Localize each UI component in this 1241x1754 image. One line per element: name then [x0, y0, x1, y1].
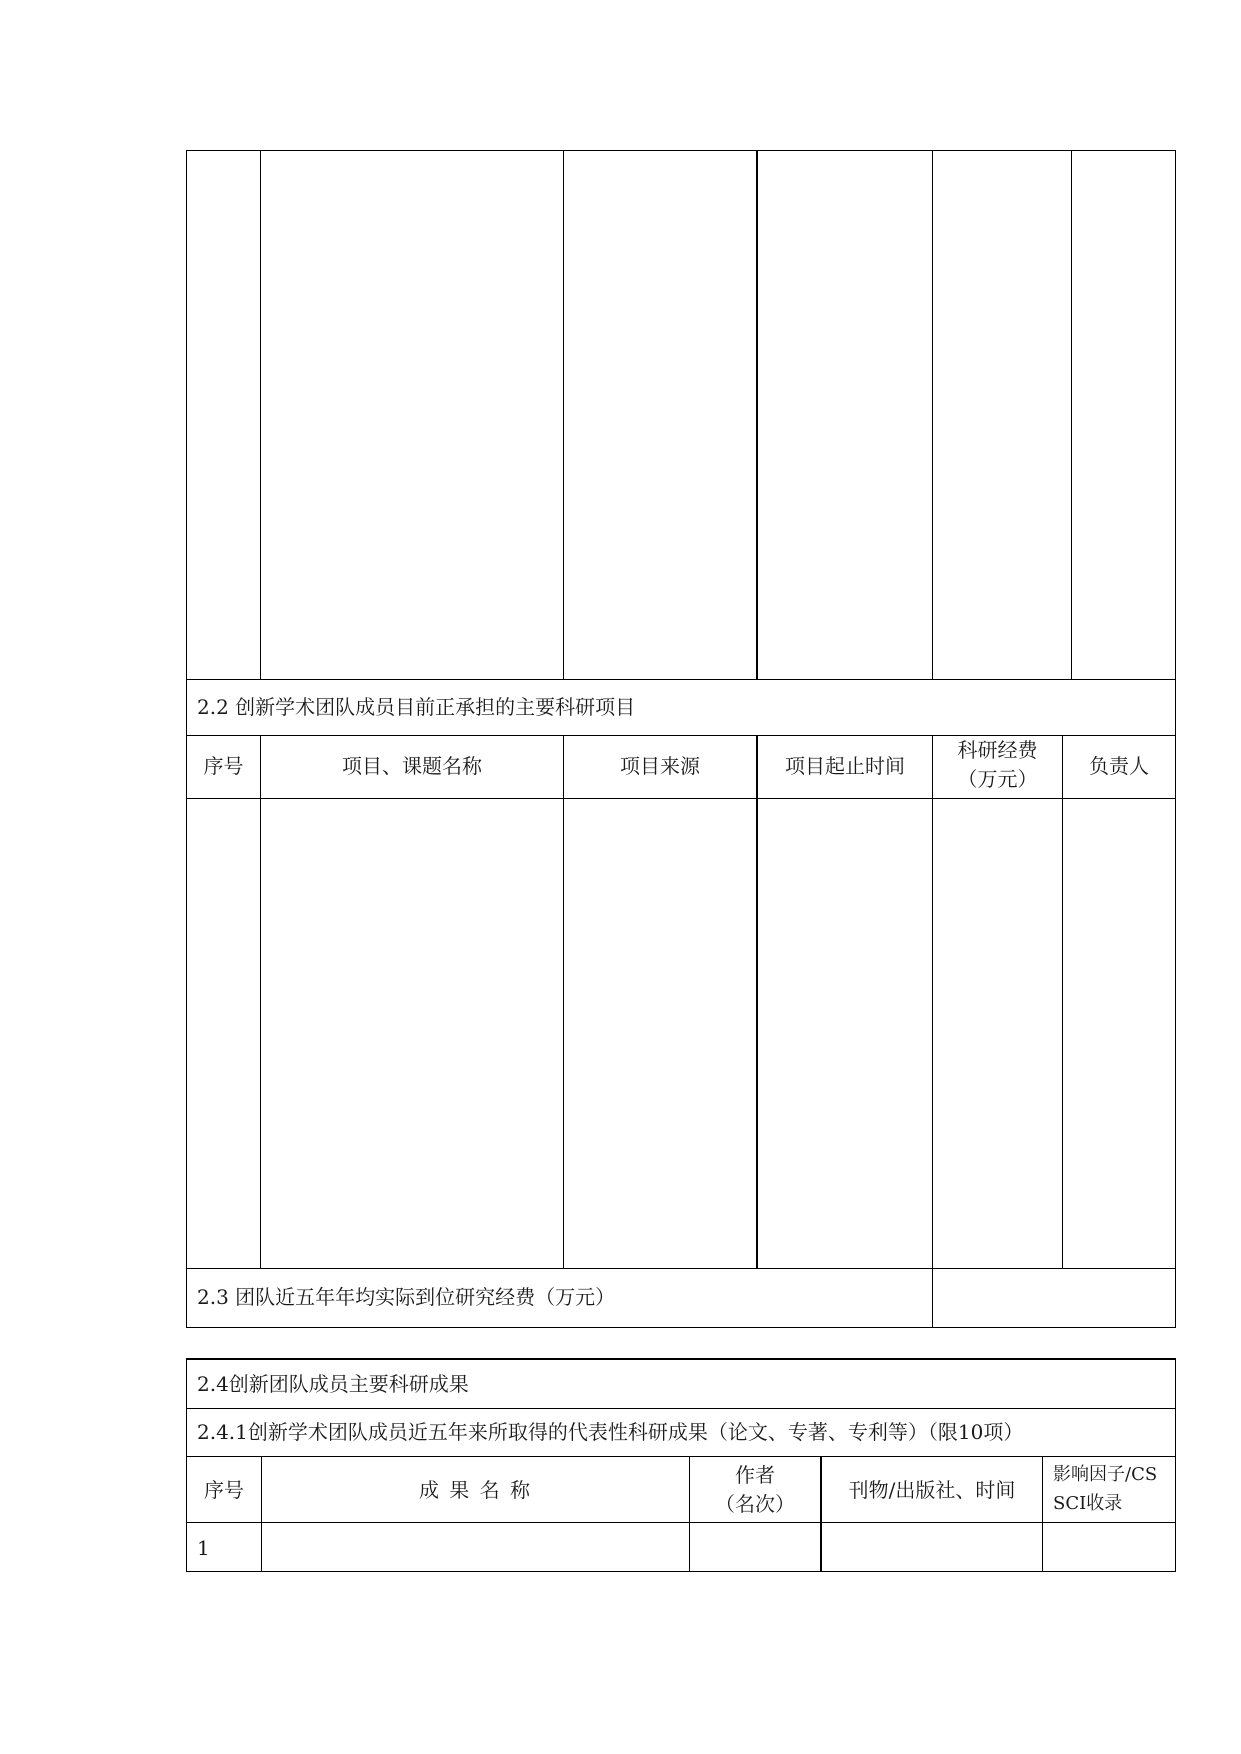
header-impact-line2: SCI收录 [1053, 1493, 1123, 1514]
header-impact-line1: 影响因子/CS [1053, 1464, 1158, 1485]
col-divider [820, 1456, 822, 1572]
header-leader: 负责人 [1089, 754, 1149, 778]
row-divider [186, 1408, 1176, 1409]
row-divider [186, 1522, 1176, 1523]
row-divider [186, 798, 1176, 799]
table-border-left [186, 1358, 187, 1572]
col-divider [260, 150, 261, 679]
row-index: 1 [197, 1536, 210, 1560]
header-publisher: 刊物/出版社、时间 [848, 1478, 1016, 1502]
table-border-bottom [186, 1571, 1176, 1572]
col-divider [756, 735, 758, 1268]
header-project-name: 项目、课题名称 [342, 754, 482, 778]
header-project-source: 项目来源 [620, 754, 700, 778]
header-project-period: 项目起止时间 [785, 754, 905, 778]
header-author-line2: （名次） [715, 1492, 795, 1516]
col-divider [932, 735, 933, 1328]
col-divider [260, 735, 261, 1268]
header-achievement-name: 成 果 名 称 [418, 1478, 533, 1502]
row-divider [186, 735, 1176, 736]
table-border-right [1175, 1358, 1176, 1572]
table-border-left [186, 150, 187, 1328]
table-border-top [186, 150, 1176, 151]
row-divider [186, 1456, 1176, 1457]
col-divider [1062, 735, 1063, 1268]
table-border-bottom [186, 1327, 1176, 1328]
header-author-line1: 作者 [735, 1463, 775, 1487]
funding-value-cell[interactable] [933, 1269, 1175, 1327]
col-divider [932, 150, 933, 679]
section-2-4-1-subtitle: 2.4.1创新学术团队成员近五年来所取得的代表性科研成果（论文、专著、专利等）（限10项） [197, 1420, 1024, 1444]
header-funding-line2: （万元） [957, 767, 1038, 791]
section-2-4-title: 2.4创新团队成员主要科研成果 [197, 1372, 469, 1396]
col-divider [563, 735, 564, 1268]
col-divider [756, 150, 758, 679]
col-divider [261, 1456, 262, 1572]
section-2-2-title: 2.2 创新学术团队成员目前正承担的主要科研项目 [197, 695, 636, 719]
table-border-right [1175, 150, 1176, 1328]
table-border-top [186, 1358, 1176, 1360]
col-divider [1042, 1456, 1043, 1572]
col-divider [1071, 150, 1072, 679]
col-divider [563, 150, 564, 679]
header-funding-line1: 科研经费 [957, 738, 1038, 762]
section-2-3-title: 2.3 团队近五年年均实际到位研究经费（万元） [197, 1285, 616, 1309]
header-index: 序号 [203, 754, 244, 778]
header-index: 序号 [204, 1478, 244, 1502]
row-divider [186, 679, 1176, 680]
